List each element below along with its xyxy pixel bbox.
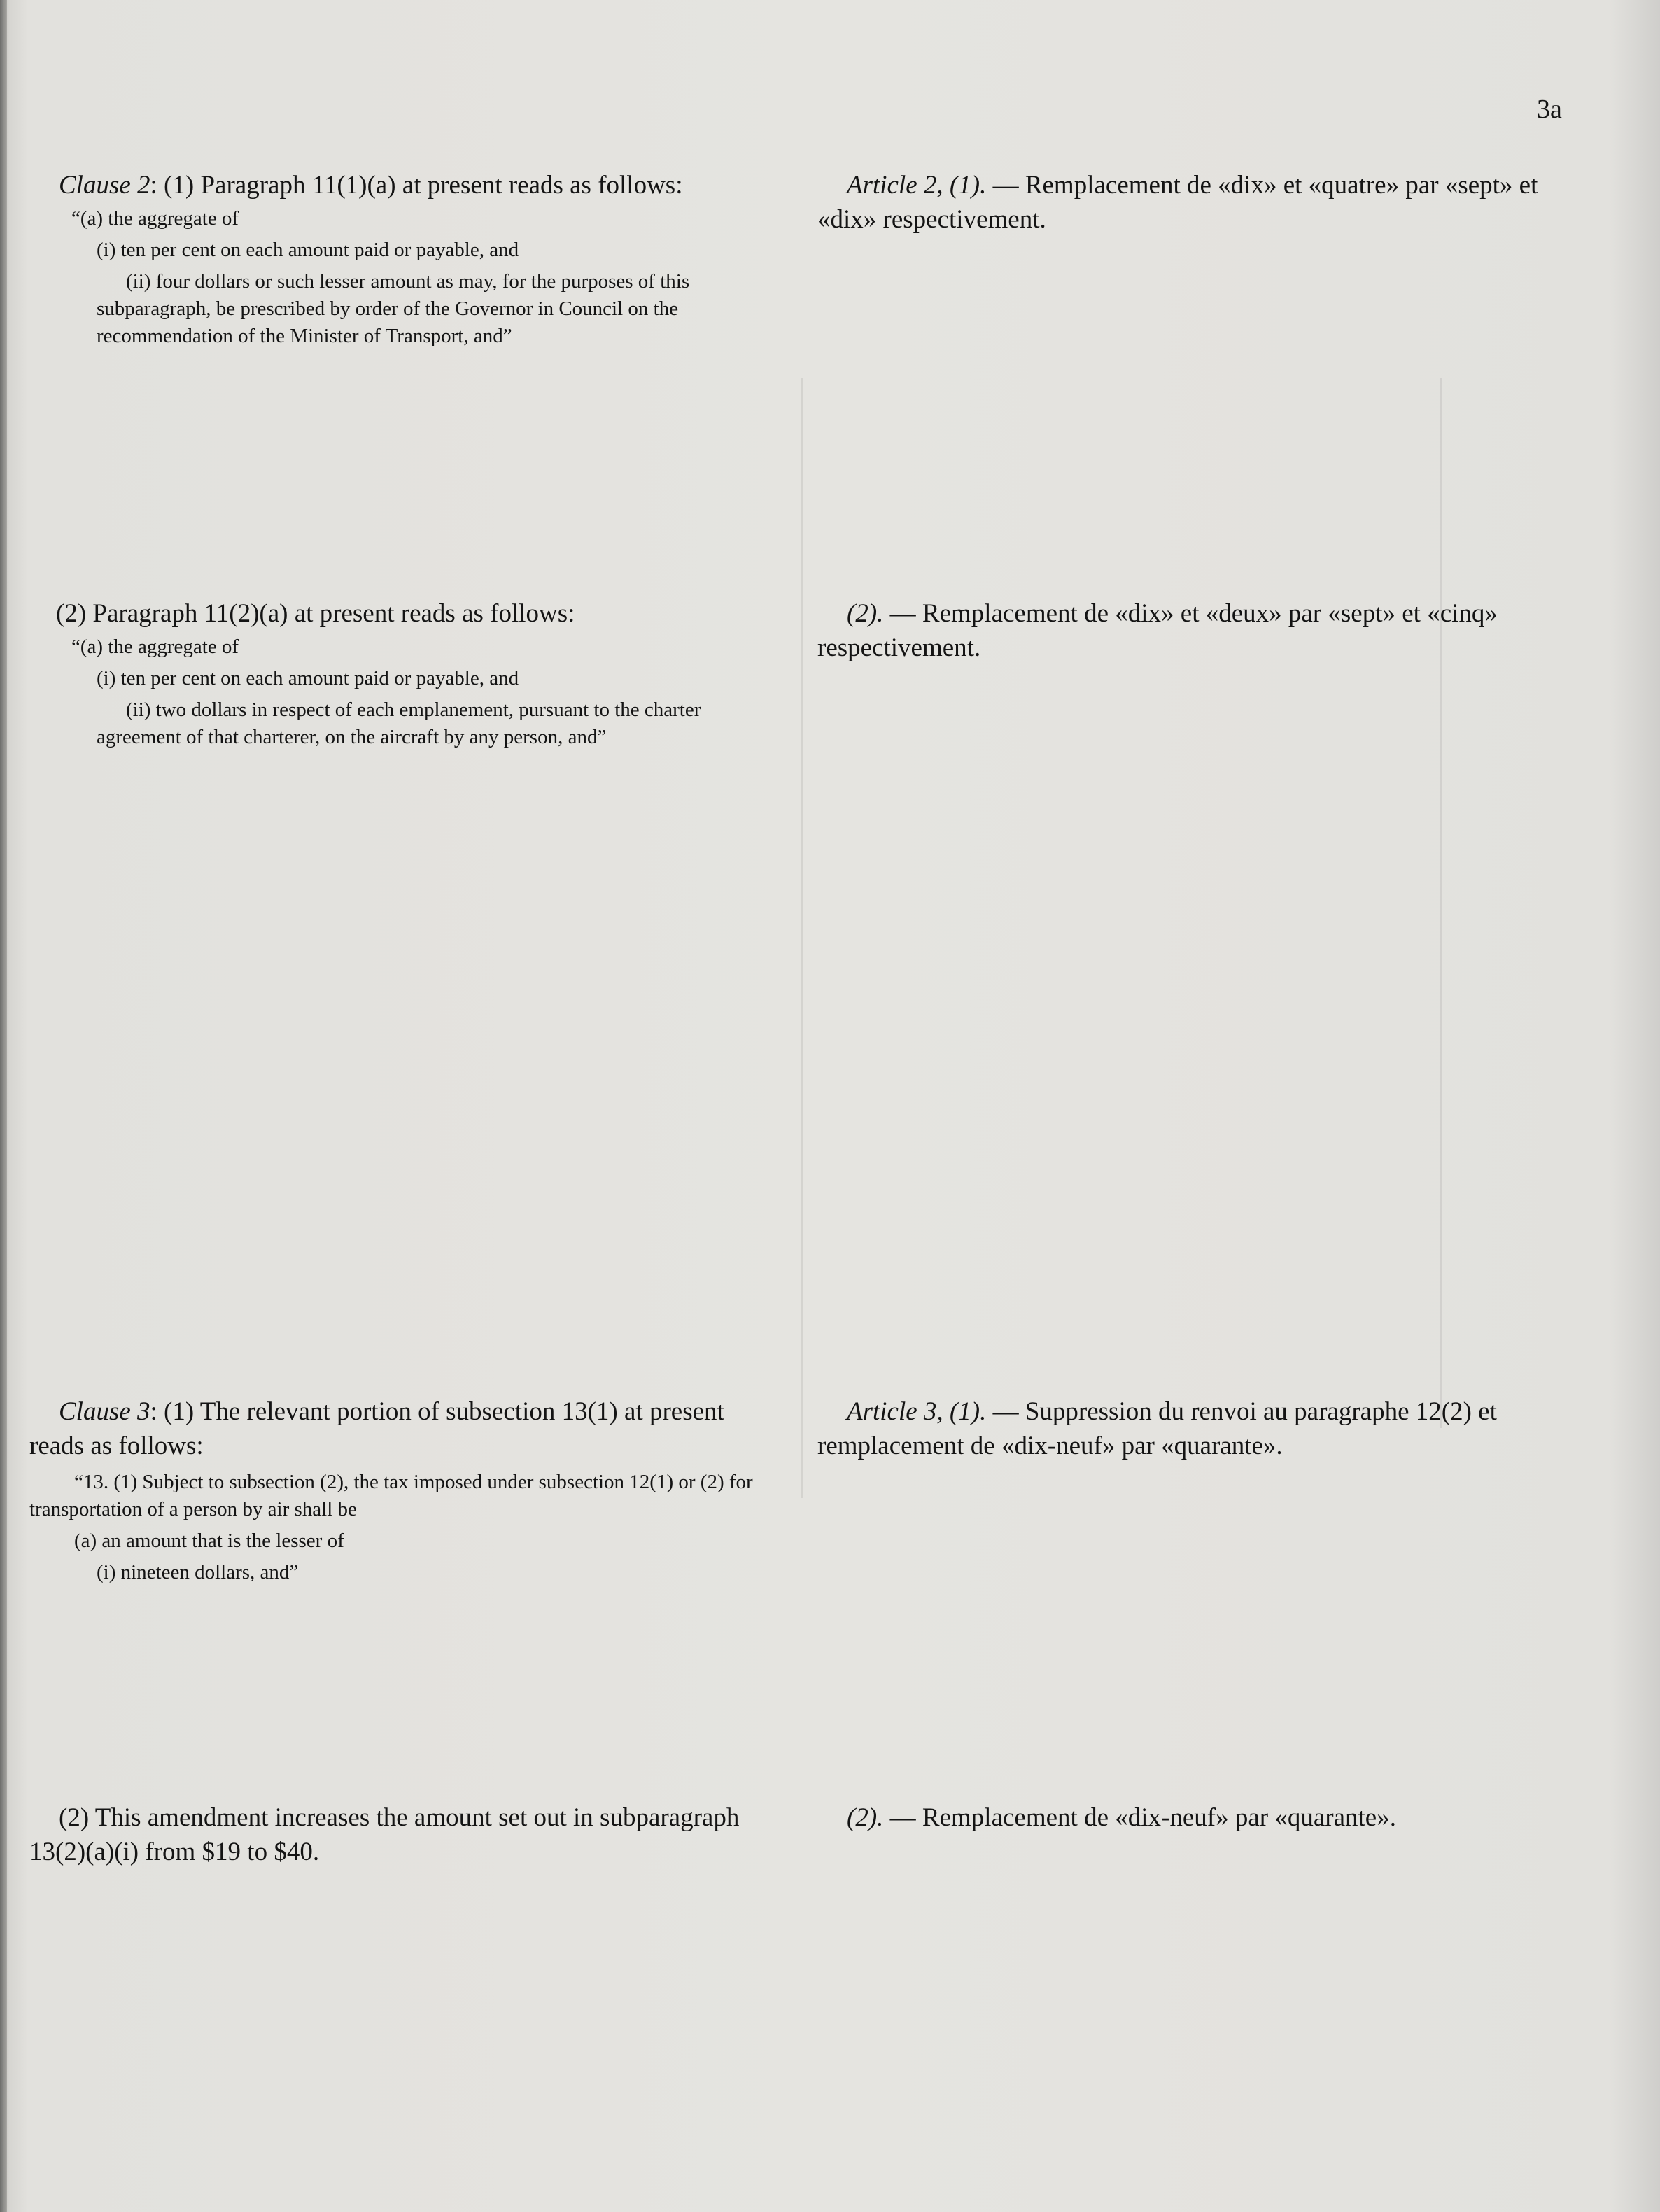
french-text: — Suppression du renvoi au paragraphe 12(2) et remplacement de «dix-neuf» par «quarante». <box>817 1397 1497 1460</box>
quoted-provision <box>29 1469 784 1586</box>
show-through-rule <box>1440 378 1442 1428</box>
french-note <box>817 1394 1580 1463</box>
quote-item-i: (i) ten per cent on each amount paid or payable, and <box>97 239 519 261</box>
french-article-2-1 <box>817 168 1580 237</box>
clause-2-lead-text: : (1) Paragraph 11(1)(a) at present reads as follows: <box>150 171 683 200</box>
french-text: — Remplacement de «dix» et «deux» par «sept» et «cinq» respectivement. <box>817 599 1498 662</box>
french-article-3-2 <box>817 1800 1580 1835</box>
quote-item-ii: (ii) two dollars in respect of each emplanement, pursuant to the charter agreement of that charterer, on the aircraft by any person, and” <box>97 699 701 748</box>
quote-item-i: (i) ten per cent on each amount paid or payable, and <box>97 667 519 690</box>
quote-item-ii: (ii) four dollars or such lesser amount as may, for the purposes of this subparagraph, be prescribed by order of the Governor in Council on the recommendation of the Minister of Transport, and” <box>97 270 690 347</box>
page-edge-shadow <box>0 0 7 2212</box>
clause-2-label: Clause 2 <box>59 171 150 200</box>
french-label: Article 2, (1). <box>847 171 987 200</box>
french-note <box>817 596 1580 665</box>
quote-item-a: “(a) the aggregate of <box>71 207 239 230</box>
clause-2-p2-lead: (2) Paragraph 11(2)(a) at present reads as follows: <box>56 599 575 628</box>
quote-item-i: (i) nineteen dollars, and” <box>97 1561 299 1583</box>
french-note <box>817 1800 1580 1835</box>
quoted-provision <box>29 205 784 350</box>
clause-3-lead-text: : (1) The relevant portion of subsection 13(1) at present reads as follows: <box>29 1397 724 1460</box>
french-text: — Remplacement de «dix-neuf» par «quarante». <box>883 1803 1396 1832</box>
french-text: — Remplacement de «dix» et «quatre» par «sept» et «dix» respectivement. <box>817 171 1538 234</box>
french-note <box>817 168 1580 237</box>
show-through-rule <box>801 378 803 1498</box>
quote-item-a: (a) an amount that is the lesser of <box>74 1530 344 1552</box>
clause-2-paragraph-2 <box>29 596 784 751</box>
clause-3-p2-text: (2) This amendment increases the amount set out in subparagraph 13(2)(a)(i) from $19 to $40. <box>29 1803 740 1866</box>
french-label: (2). <box>847 599 884 628</box>
clause-3-label: Clause 3 <box>59 1397 150 1426</box>
french-label: (2). <box>847 1803 884 1832</box>
french-article-3-1 <box>817 1394 1580 1463</box>
clause-3-paragraph-1 <box>29 1394 784 1586</box>
clause-2-paragraph-1 <box>29 168 784 350</box>
quoted-provision <box>29 634 784 751</box>
clause-2-lead <box>29 168 784 202</box>
french-article-2-2 <box>817 596 1580 665</box>
clause-3-lead <box>29 1394 784 1463</box>
page-number: 3a <box>1537 94 1562 124</box>
quote-item-a: “(a) the aggregate of <box>71 636 239 658</box>
clause-3-paragraph-2 <box>29 1800 784 1869</box>
french-label: Article 3, (1). <box>847 1397 987 1426</box>
quote-section-13: “13. (1) Subject to subsection (2), the tax imposed under subsection 12(1) or (2) for transportation of a person by air shall be <box>29 1471 753 1520</box>
